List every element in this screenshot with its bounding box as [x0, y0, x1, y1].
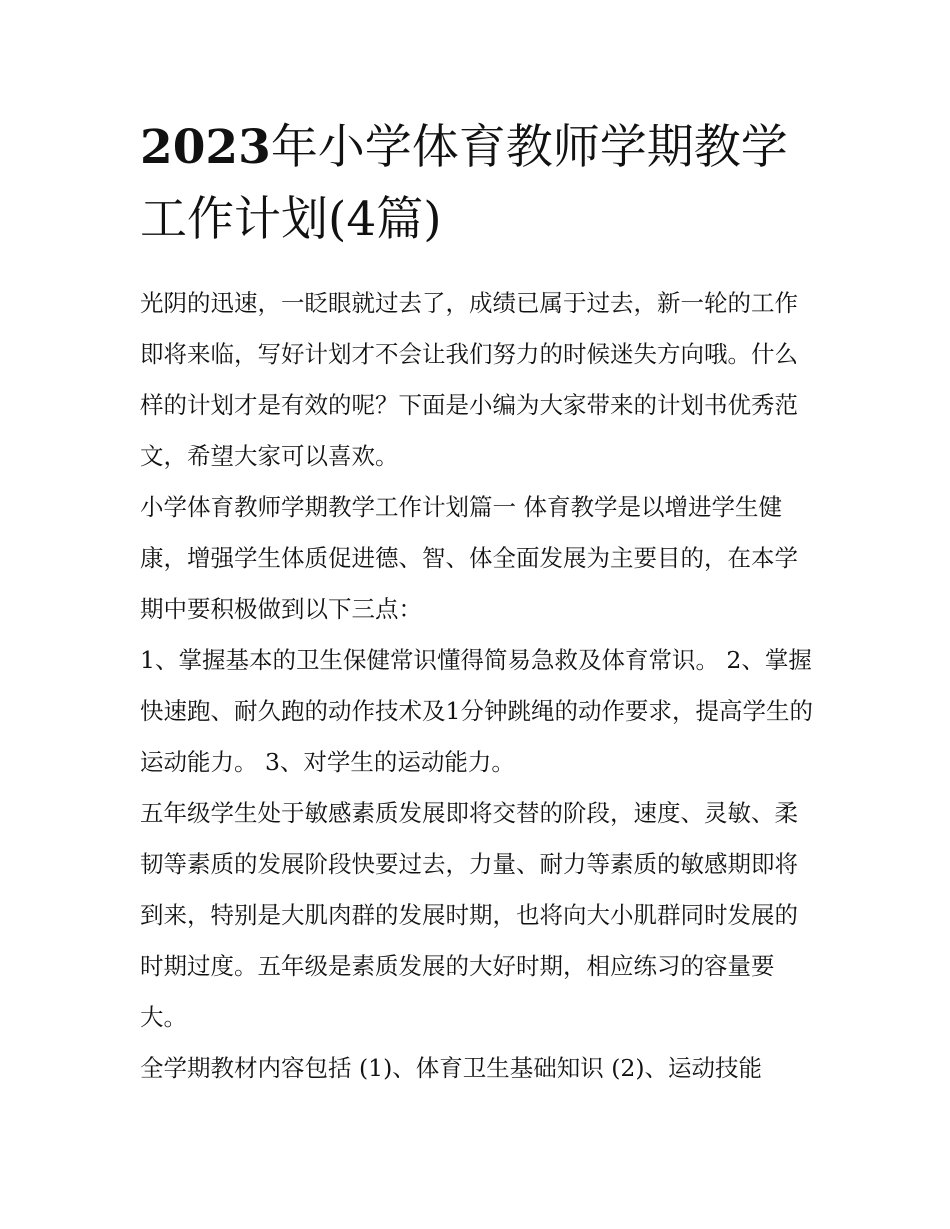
- paragraph-student-analysis: 五年级学生处于敏感素质发展即将交替的阶段，速度、灵敏、柔韧等素质的发展阶段快要过去，力量、耐力等素质的敏感期即将到来，特别是大肌肉群的发展时期，也将向大小肌群同时发展的时期过度。五年级是素质发展的大好时期，相应练习的容量要大。: [140, 799, 798, 1031]
- document-body: [140, 278, 820, 1094]
- paragraph-content: 全学期教材内容包括 (1)、体育卫生基础知识 (2)、运动技能: [140, 1054, 763, 1082]
- title-text: 年小学体育教师学期教学工作计划(4篇): [140, 120, 788, 247]
- title-year: 2023: [140, 120, 271, 175]
- paragraph-goals: 1、掌握基本的卫生保健常识懂得简易急救及体育常识。 2、掌握快速跑、耐久跑的动作技术及1分钟跳绳的动作要求，提高学生的运动能力。 3、对学生的运动能力。: [140, 646, 813, 776]
- paragraph-section-one: 小学体育教师学期教学工作计划篇一 体育教学是以增进学生健康，增强学生体质促进德、智、体全面发展为主要目的，在本学期中要积极做到以下三点：: [140, 493, 798, 623]
- paragraph-intro: 光阴的迅速，一眨眼就过去了，成绩已属于过去，新一轮的工作即将来临，写好计划才不会让我们努力的时候迷失方向哦。什么样的计划才是有效的呢？下面是小编为大家带来的计划书优秀范文，希望大家可以喜欢。: [140, 289, 798, 470]
- document-title: [140, 112, 820, 256]
- document-page: [140, 112, 820, 1094]
